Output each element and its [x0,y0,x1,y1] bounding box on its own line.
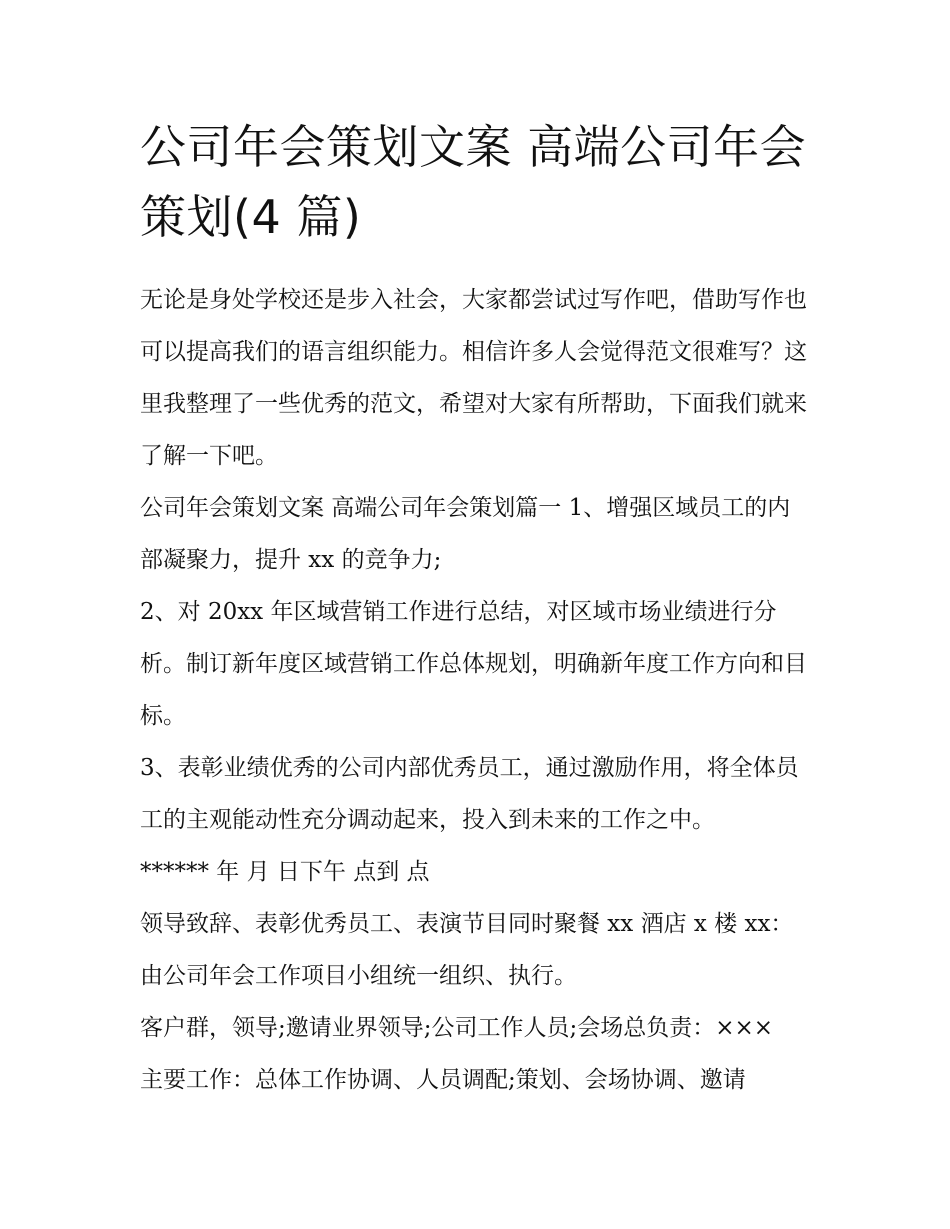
event-time: ****** 年 月 日下午 点到 点 [140,859,430,885]
document-content [140,112,812,1106]
event-participants: 客户群，领导;邀请业界领导;公司工作人员;会场总负责：××× [140,1015,774,1041]
section-one-item-1: 公司年会策划文案 高端公司年会策划篇一 1、增强区域员工的内部凝聚力，提升 xx 的竞争力; [140,495,791,573]
event-agenda: 领导致辞、表彰优秀员工、表演节目同时聚餐 xx 酒店 x 楼 xx：由公司年会工作项目小组统一组织、执行。 [140,911,794,989]
intro-paragraph: 无论是身处学校还是步入社会，大家都尝试过写作吧，借助写作也可以提高我们的语言组织能力。相信许多人会觉得范文很难写？这里我整理了一些优秀的范文，希望对大家有所帮助，下面我们就来了解一下吧。 [140,287,807,469]
document-body [140,274,812,1106]
section-one-item-2: 2、对 20xx 年区域营销工作进行总结，对区域市场业绩进行分析。制订新年度区域营销工作总体规划，明确新年度工作方向和目标。 [140,599,807,729]
document-title: 公司年会策划文案 高端公司年会策划(4 篇) [140,120,807,244]
section-one-item-3: 3、表彰业绩优秀的公司内部优秀员工，通过激励作用，将全体员工的主观能动性充分调动起来，投入到未来的工作之中。 [140,755,799,833]
event-main-work: 主要工作：总体工作协调、人员调配;策划、会场协调、邀请 [140,1067,746,1093]
